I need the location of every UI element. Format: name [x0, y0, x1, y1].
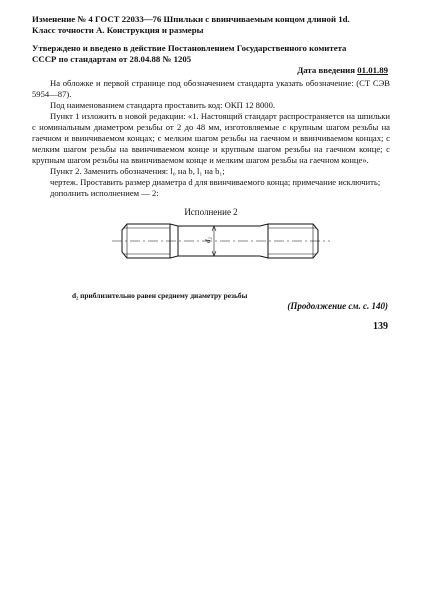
approval-line-2: СССР по стандартам от 28.04.88 № 1205	[32, 54, 192, 64]
paragraph-designation: На обложке и первой странице под обозначением стандарта указать обозначение: (СТ СЭВ 5954—87).	[32, 78, 390, 99]
effective-date-label: Дата введения	[297, 65, 358, 75]
effective-date-value: 01.01.89	[357, 65, 388, 75]
d2-dimension-label: d₂	[204, 237, 212, 243]
drawing-title: Исполнение 2	[184, 207, 238, 217]
page-number: 139	[373, 321, 388, 332]
drawing-caption: d₂ приблизительно равен среднему диаметру резьбы	[72, 291, 248, 300]
approval-line-1: Утверждено и введено в действие Постановлением Государственного комитета	[32, 43, 347, 53]
title-line-1: Изменение № 4 ГОСТ 22033—76 Шпильки с ввинчиваемым концом длиной 1d.	[32, 14, 350, 24]
paragraph-clause-2: Пункт 2. Заменить обозначения: l₀ на b, l₁ на b₁;	[50, 166, 225, 176]
paragraph-code: Под наименованием стандарта проставить код: ОКП 12 8000.	[50, 100, 276, 110]
paragraph-drawing: чертеж. Проставить размер диаметра d для ввинчиваемого конца; примечание исключить;	[50, 177, 381, 187]
continuation-note: (Продолжение см. с. 140)	[287, 301, 388, 311]
paragraph-add-version: дополнить исполнением — 2:	[50, 188, 159, 198]
paragraph-clause-1: Пункт 1 изложить в новой редакции: «1. Настоящий стандарт распространяется на шпильки с номинальным диаметром резьбы от 2 до 48 мм, изготовляемые с крупным шагом резьбы на гаечном и ввинчиваемом концах; с мелким шагом резьбы на гаечном и ввинчиваемом концах; с мелким шагом резьбы на ввинчиваемом конце и крупным шагом резьбы на гаечном конце; с крупным шагом резьбы на ввинчиваемом конце и мелким шагом резьбы на гаечном конце».	[32, 111, 390, 165]
title-line-2: Класс точности А. Конструкция и размеры	[32, 25, 204, 35]
